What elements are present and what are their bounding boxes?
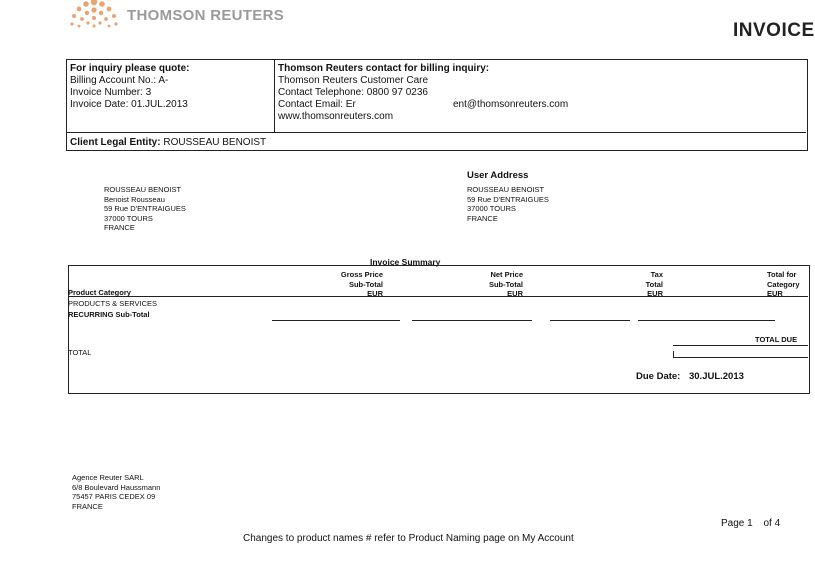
subtotal-rule bbox=[638, 320, 775, 321]
address-line: 75457 PARIS CEDEX 09 bbox=[72, 492, 156, 501]
invoice-date: Invoice Date: 01.JUL.2013 bbox=[70, 99, 188, 110]
invoice-number: Invoice Number: 3 bbox=[70, 87, 152, 98]
address-line: 59 Rue D'ENTRAIGUES bbox=[467, 194, 549, 204]
total-for-category-header bbox=[712, 270, 800, 299]
row-total: TOTAL bbox=[68, 348, 92, 357]
contact-email-prefix: Contact Email: Er bbox=[278, 99, 356, 110]
billing-account-number: Billing Account No.: A- bbox=[70, 75, 169, 86]
header-line: Category bbox=[767, 279, 800, 289]
subtotal-rule bbox=[550, 320, 630, 321]
row-products-services: PRODUCTS & SERVICES bbox=[68, 299, 158, 308]
address-line: ROUSSEAU BENOIST bbox=[104, 185, 182, 194]
total-due-rule bbox=[673, 345, 808, 346]
address-line: 6/8 Boulevard Haussmann bbox=[72, 482, 161, 492]
user-address-title: User Address bbox=[467, 170, 529, 181]
total-rule-tick bbox=[673, 351, 674, 358]
address-line: FRANCE bbox=[467, 213, 498, 223]
header-line: EUR bbox=[367, 289, 383, 298]
user-address bbox=[467, 185, 549, 223]
product-category-header: Product Category bbox=[68, 288, 131, 297]
contact-website: www.thomsonreuters.com bbox=[278, 111, 394, 122]
address-line: 59 Rue D'ENTRAIGUES bbox=[104, 204, 186, 213]
contact-email-suffix: ent@thomsonreuters.com bbox=[453, 99, 569, 110]
header-line: Sub-Total bbox=[488, 279, 523, 289]
net-price-header bbox=[440, 270, 523, 299]
thomson-reuters-logo-icon bbox=[68, 0, 120, 30]
company-address bbox=[72, 473, 160, 511]
row-recurring-subtotal: RECURRING Sub-Total bbox=[68, 310, 150, 319]
logo-text: THOMSON REUTERS bbox=[127, 7, 285, 24]
tax-header bbox=[580, 270, 663, 299]
address-line: 37000 TOURS bbox=[467, 204, 516, 213]
header-line: Net Price bbox=[490, 270, 523, 279]
total-due-label: TOTAL DUE bbox=[755, 335, 798, 344]
address-line: FRANCE bbox=[104, 223, 135, 232]
header-line: Total bbox=[645, 279, 663, 289]
invoice-summary-title: Invoice Summary bbox=[370, 257, 441, 267]
total-rule bbox=[673, 357, 808, 358]
subtotal-rule bbox=[272, 320, 400, 321]
inquiry-box-divider bbox=[274, 59, 275, 132]
inquiry-box-rule bbox=[66, 132, 806, 133]
address-line: FRANCE bbox=[72, 501, 103, 511]
header-line: Sub-Total bbox=[348, 279, 383, 289]
summary-header-rule bbox=[68, 296, 808, 297]
page-of: of 4 bbox=[763, 518, 781, 529]
header-line: EUR bbox=[767, 289, 783, 298]
header-line: Total for bbox=[767, 270, 797, 279]
subtotal-rule bbox=[412, 320, 532, 321]
page-label: Page 1 bbox=[721, 518, 753, 529]
header-line: EUR bbox=[507, 289, 523, 298]
address-line: Benoist Rousseau bbox=[104, 194, 165, 204]
document-title: INVOICE bbox=[733, 20, 815, 41]
gross-price-header bbox=[300, 270, 383, 299]
due-date-label: Due Date: bbox=[636, 371, 681, 382]
client-value: ROUSSEAU BENOIST bbox=[163, 137, 267, 148]
client-label: Client Legal Entity: bbox=[70, 137, 161, 148]
address-line: ROUSSEAU BENOIST bbox=[467, 185, 545, 194]
header-line: Gross Price bbox=[340, 270, 383, 279]
inquiry-title: For inquiry please quote: bbox=[70, 63, 190, 74]
header-line: Tax bbox=[650, 270, 663, 279]
contact-name: Thomson Reuters Customer Care bbox=[278, 75, 429, 86]
contact-telephone: Contact Telephone: 0800 97 0236 bbox=[278, 87, 428, 98]
client-legal-entity bbox=[70, 137, 266, 149]
address-line: Agence Reuter SARL bbox=[72, 473, 144, 482]
billing-address bbox=[104, 185, 186, 233]
page-indicator bbox=[721, 518, 780, 529]
header-line: EUR bbox=[647, 289, 663, 298]
contact-title: Thomson Reuters contact for billing inquiry: bbox=[278, 63, 490, 74]
due-date-value: 30.JUL.2013 bbox=[688, 371, 744, 382]
address-line: 37000 TOURS bbox=[104, 213, 153, 223]
due-date bbox=[636, 371, 744, 382]
product-naming-note: Changes to product names # refer to Product Naming page on My Account bbox=[243, 533, 574, 544]
